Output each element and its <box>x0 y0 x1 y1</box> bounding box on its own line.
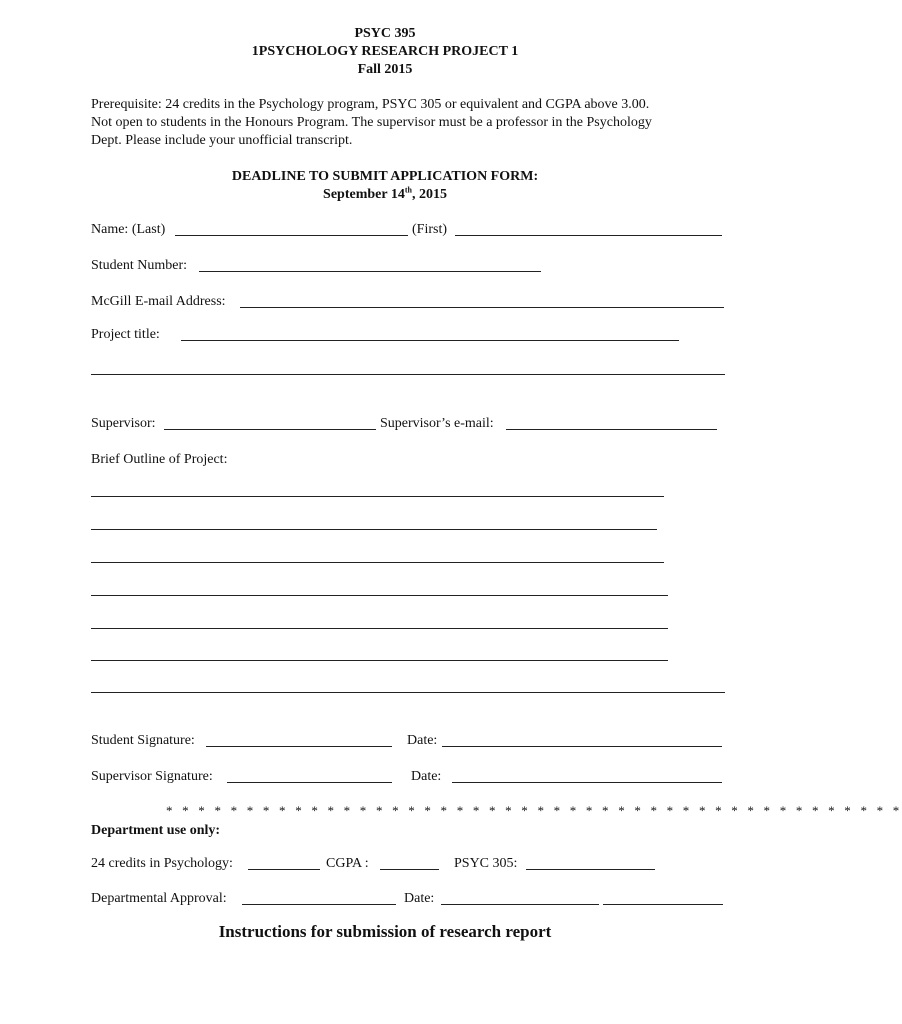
credits-field[interactable] <box>248 869 320 870</box>
deadline-date-suffix: , 2015 <box>411 187 447 202</box>
supervisor-email-field[interactable] <box>506 429 717 430</box>
name-first-field[interactable] <box>455 235 722 236</box>
prerequisite-paragraph <box>91 96 711 150</box>
email-field[interactable] <box>240 307 724 308</box>
supervisor-date-label: Date: <box>411 769 442 784</box>
separator-stars: * * * * * * * * * * * * * * * * * * * * * * * * * * * * * * * * * * * * * * * * * * * * * * <box>166 803 902 818</box>
supervisor-label: Supervisor: <box>91 416 156 431</box>
outline-line-7[interactable] <box>91 692 725 693</box>
project-title-field[interactable] <box>181 340 679 341</box>
supervisor-signature-field[interactable] <box>227 782 392 783</box>
supervisor-field[interactable] <box>164 429 376 430</box>
student-signature-field[interactable] <box>206 746 392 747</box>
approval-date-field-2[interactable] <box>603 904 723 905</box>
outline-line-3[interactable] <box>91 562 664 563</box>
student-signature-label: Student Signature: <box>91 733 195 748</box>
deadline-label: DEADLINE TO SUBMIT APPLICATION FORM: <box>231 169 539 184</box>
approval-field[interactable] <box>242 904 396 905</box>
outline-line-1[interactable] <box>91 496 664 497</box>
outline-line-6[interactable] <box>91 660 668 661</box>
credits-label: 24 credits in Psychology: <box>91 856 233 871</box>
cgpa-field[interactable] <box>380 869 439 870</box>
student-date-field[interactable] <box>442 746 722 747</box>
project-title-field-line-2[interactable] <box>91 374 725 375</box>
term: Fall 2015 <box>357 62 413 77</box>
prerequisite-line-1: Prerequisite: 24 credits in the Psychology program, PSYC 305 or equivalent and CGPA above 3.00. <box>91 97 650 112</box>
psyc305-field[interactable] <box>526 869 655 870</box>
name-first-label: (First) <box>412 222 447 237</box>
student-number-label: Student Number: <box>91 258 188 273</box>
project-title-label: Project title: <box>91 327 160 342</box>
outline-line-5[interactable] <box>91 628 668 629</box>
deadline-date-sup: th <box>404 185 412 195</box>
deadline-date-prefix: September 14 <box>323 187 405 202</box>
name-last-label: Name: (Last) <box>91 222 166 237</box>
email-label: McGill E-mail Address: <box>91 294 226 309</box>
supervisor-date-field[interactable] <box>452 782 722 783</box>
outline-label: Brief Outline of Project: <box>91 452 228 467</box>
prerequisite-line-2: Not open to students in the Honours Program. The supervisor must be a professor in the Psychology <box>91 115 652 130</box>
instructions-heading: Instructions for submission of research report <box>218 922 552 941</box>
psyc305-label: PSYC 305: <box>454 856 518 871</box>
approval-date-field[interactable] <box>441 904 599 905</box>
supervisor-signature-label: Supervisor Signature: <box>91 769 213 784</box>
outline-line-4[interactable] <box>91 595 668 596</box>
deadline-date <box>0 186 770 204</box>
course-code: PSYC 395 <box>354 26 416 41</box>
approval-date-label: Date: <box>404 891 435 906</box>
department-heading: Department use only: <box>91 823 221 838</box>
student-number-field[interactable] <box>199 271 541 272</box>
student-date-label: Date: <box>407 733 438 748</box>
outline-line-2[interactable] <box>91 529 657 530</box>
cgpa-label: CGPA : <box>326 856 369 871</box>
approval-label: Departmental Approval: <box>91 891 227 906</box>
form-title: 1PSYCHOLOGY RESEARCH PROJECT 1 <box>251 44 519 59</box>
supervisor-email-label: Supervisor’s e-mail: <box>380 416 494 431</box>
name-last-field[interactable] <box>175 235 408 236</box>
prerequisite-line-3: Dept. Please include your unofficial transcript. <box>91 133 353 148</box>
